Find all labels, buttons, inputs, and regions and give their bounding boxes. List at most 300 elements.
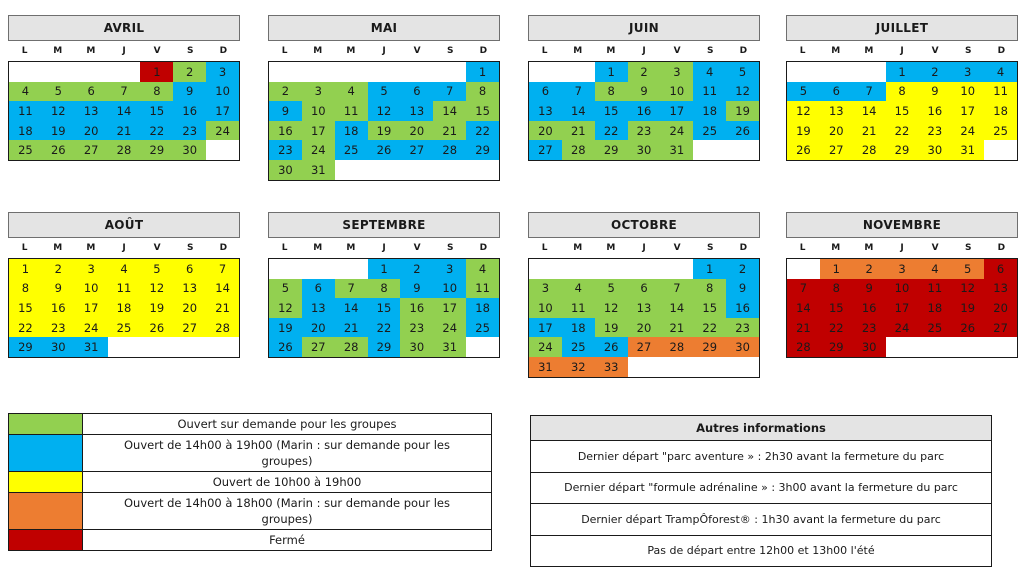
day-cell: 7: [787, 279, 820, 299]
empty-cell: [108, 62, 141, 82]
weekday-label: D: [219, 243, 228, 253]
day-cell: 22: [466, 121, 499, 141]
legend-row: [9, 530, 491, 550]
month-grid: [8, 258, 240, 358]
day-cell: 20: [302, 318, 335, 338]
day-cell: 17: [75, 298, 108, 318]
weekday-label: S: [187, 46, 194, 56]
empty-cell: [726, 357, 759, 377]
day-cell: 27: [173, 318, 206, 338]
day-cell: 2: [918, 62, 951, 82]
month-title: JUILLET: [786, 15, 1018, 41]
day-cell: 17: [529, 318, 562, 338]
day-cell: 8: [368, 279, 401, 299]
day-cell: 27: [529, 140, 562, 160]
day-cell: 19: [368, 121, 401, 141]
day-cell: 21: [433, 121, 466, 141]
weekday-label: V: [413, 243, 421, 253]
day-cell: 10: [206, 82, 239, 102]
day-cell: 1: [466, 62, 499, 82]
day-cell: 13: [820, 101, 853, 121]
day-cell: 9: [400, 279, 433, 299]
day-cell: 20: [628, 318, 661, 338]
day-cell: 27: [75, 140, 108, 160]
weekday-label: L: [799, 243, 806, 253]
legend-swatch-green: [9, 414, 83, 434]
day-cell: 23: [173, 121, 206, 141]
day-cell: 11: [918, 279, 951, 299]
empty-cell: [595, 259, 628, 279]
weekday-label: M: [86, 46, 96, 56]
legend-row: [9, 493, 491, 530]
empty-cell: [75, 62, 108, 82]
day-cell: 13: [628, 298, 661, 318]
day-cell: 4: [693, 62, 726, 82]
weekday-header: [786, 41, 1018, 61]
day-cell: 7: [562, 82, 595, 102]
day-cell: 29: [466, 140, 499, 160]
day-cell: 24: [660, 121, 693, 141]
day-cell: 22: [693, 318, 726, 338]
weekday-label: S: [965, 46, 972, 56]
day-cell: 22: [886, 121, 919, 141]
weekday-label: S: [707, 46, 714, 56]
weekday-label: J: [122, 46, 126, 56]
day-cell: 30: [853, 337, 886, 357]
day-cell: 10: [886, 279, 919, 299]
day-cell: 29: [820, 337, 853, 357]
day-cell: 13: [302, 298, 335, 318]
day-cell: 13: [400, 101, 433, 121]
day-cell: 18: [466, 298, 499, 318]
day-cell: 24: [433, 318, 466, 338]
day-cell: 31: [433, 337, 466, 357]
day-cell: 15: [886, 101, 919, 121]
day-cell: 22: [9, 318, 42, 338]
day-cell: 11: [108, 279, 141, 299]
day-cell: 1: [820, 259, 853, 279]
weekday-label: M: [573, 243, 583, 253]
day-cell: 2: [628, 62, 661, 82]
day-cell: 6: [302, 279, 335, 299]
day-cell: 6: [628, 279, 661, 299]
weekday-label: J: [900, 46, 904, 56]
legend-text: Ouvert de 14h00 à 19h00 (Marin : sur demande pour les groupes): [124, 438, 450, 468]
day-cell: 24: [302, 140, 335, 160]
day-cell: 10: [951, 82, 984, 102]
day-cell: 4: [335, 82, 368, 102]
empty-cell: [269, 62, 302, 82]
day-cell: 3: [75, 259, 108, 279]
weekday-label: V: [153, 46, 161, 56]
legend-swatch-blue: [9, 435, 83, 471]
empty-cell: [269, 259, 302, 279]
weekday-header: [528, 238, 760, 258]
day-cell: 31: [660, 140, 693, 160]
month-grid: [786, 61, 1018, 161]
day-cell: 26: [595, 337, 628, 357]
day-cell: 19: [269, 318, 302, 338]
day-cell: 12: [951, 279, 984, 299]
weekday-label: D: [479, 46, 488, 56]
day-cell: 26: [42, 140, 75, 160]
weekday-label: M: [831, 243, 841, 253]
day-cell: 4: [984, 62, 1017, 82]
day-cell: 23: [918, 121, 951, 141]
day-cell: 1: [886, 62, 919, 82]
empty-cell: [433, 62, 466, 82]
day-cell: 17: [433, 298, 466, 318]
day-cell: 11: [693, 82, 726, 102]
day-cell: 30: [400, 337, 433, 357]
empty-cell: [335, 259, 368, 279]
weekday-label: J: [382, 243, 386, 253]
weekday-label: V: [413, 46, 421, 56]
empty-cell: [787, 62, 820, 82]
empty-cell: [9, 62, 42, 82]
day-cell: 18: [108, 298, 141, 318]
weekday-label: D: [739, 243, 748, 253]
day-cell: 8: [595, 82, 628, 102]
day-cell: 19: [951, 298, 984, 318]
day-cell: 26: [269, 337, 302, 357]
info-row: Pas de départ entre 12h00 et 13h00 l'été: [647, 544, 875, 558]
day-cell: 8: [466, 82, 499, 102]
weekday-label: M: [864, 243, 874, 253]
day-cell: 14: [562, 101, 595, 121]
day-cell: 5: [787, 82, 820, 102]
day-cell: 23: [628, 121, 661, 141]
day-cell: 25: [466, 318, 499, 338]
empty-cell: [433, 160, 466, 180]
legend-swatch-yellow: [9, 472, 83, 492]
weekday-label: D: [997, 243, 1006, 253]
empty-cell: [206, 140, 239, 160]
day-cell: 3: [660, 62, 693, 82]
day-cell: 1: [368, 259, 401, 279]
day-cell: 17: [660, 101, 693, 121]
weekday-label: L: [281, 46, 288, 56]
legend-text: Ouvert de 10h00 à 19h00: [212, 475, 362, 489]
day-cell: 14: [206, 279, 239, 299]
weekday-label: S: [965, 243, 972, 253]
weekday-label: M: [864, 46, 874, 56]
day-cell: 18: [918, 298, 951, 318]
day-cell: 28: [335, 337, 368, 357]
day-cell: 31: [951, 140, 984, 160]
weekday-label: J: [382, 46, 386, 56]
info-row: Dernier départ TrampÔforest® : 1h30 avant la fermeture du parc: [531, 504, 991, 536]
day-cell: 27: [628, 337, 661, 357]
weekday-label: V: [931, 46, 939, 56]
empty-cell: [140, 337, 173, 357]
weekday-label: L: [21, 243, 28, 253]
day-cell: 14: [335, 298, 368, 318]
day-cell: 21: [335, 318, 368, 338]
day-cell: 9: [853, 279, 886, 299]
day-cell: 5: [368, 82, 401, 102]
month-title: AVRIL: [8, 15, 240, 41]
day-cell: 24: [886, 318, 919, 338]
day-cell: 10: [75, 279, 108, 299]
day-cell: 33: [595, 357, 628, 377]
day-cell: 8: [886, 82, 919, 102]
weekday-label: M: [86, 243, 96, 253]
day-cell: 29: [886, 140, 919, 160]
day-cell: 30: [918, 140, 951, 160]
day-cell: 20: [400, 121, 433, 141]
day-cell: 2: [726, 259, 759, 279]
legend-swatch-orange: [9, 493, 83, 529]
day-cell: 12: [595, 298, 628, 318]
empty-cell: [628, 357, 661, 377]
weekday-label: S: [707, 243, 714, 253]
month-grid: [268, 61, 500, 181]
day-cell: 10: [302, 101, 335, 121]
day-cell: 9: [173, 82, 206, 102]
legend-table: [8, 413, 492, 551]
day-cell: 3: [302, 82, 335, 102]
empty-cell: [918, 337, 951, 357]
day-cell: 1: [595, 62, 628, 82]
day-cell: 25: [108, 318, 141, 338]
empty-cell: [951, 337, 984, 357]
day-cell: 29: [595, 140, 628, 160]
day-cell: 2: [269, 82, 302, 102]
day-cell: 20: [529, 121, 562, 141]
day-cell: 19: [140, 298, 173, 318]
month-title: MAI: [268, 15, 500, 41]
month-mai: [268, 15, 500, 181]
day-cell: 5: [269, 279, 302, 299]
weekday-label: J: [642, 243, 646, 253]
day-cell: 16: [269, 121, 302, 141]
day-cell: 25: [984, 121, 1017, 141]
day-cell: 30: [173, 140, 206, 160]
empty-cell: [886, 337, 919, 357]
day-cell: 6: [173, 259, 206, 279]
weekday-header: [528, 41, 760, 61]
day-cell: 19: [595, 318, 628, 338]
empty-cell: [726, 140, 759, 160]
day-cell: 6: [529, 82, 562, 102]
day-cell: 10: [433, 279, 466, 299]
day-cell: 7: [433, 82, 466, 102]
weekday-label: M: [606, 46, 616, 56]
day-cell: 11: [562, 298, 595, 318]
weekday-header: [268, 238, 500, 258]
day-cell: 30: [726, 337, 759, 357]
day-cell: 21: [660, 318, 693, 338]
weekday-label: V: [931, 243, 939, 253]
weekday-label: M: [606, 243, 616, 253]
day-cell: 12: [42, 101, 75, 121]
day-cell: 20: [820, 121, 853, 141]
legend-text: Ouvert de 14h00 à 18h00 (Marin : sur demande pour les groupes): [124, 496, 450, 526]
day-cell: 8: [820, 279, 853, 299]
day-cell: 27: [302, 337, 335, 357]
empty-cell: [335, 62, 368, 82]
day-cell: 12: [787, 101, 820, 121]
day-cell: 18: [693, 101, 726, 121]
day-cell: 28: [206, 318, 239, 338]
day-cell: 26: [787, 140, 820, 160]
day-cell: 11: [335, 101, 368, 121]
day-cell: 28: [660, 337, 693, 357]
legend-row: [9, 414, 491, 435]
empty-cell: [400, 160, 433, 180]
day-cell: 21: [562, 121, 595, 141]
month-août: [8, 212, 240, 358]
day-cell: 31: [302, 160, 335, 180]
day-cell: 11: [984, 82, 1017, 102]
day-cell: 2: [173, 62, 206, 82]
month-title: NOVEMBRE: [786, 212, 1018, 238]
empty-cell: [108, 337, 141, 357]
empty-cell: [529, 259, 562, 279]
day-cell: 5: [726, 62, 759, 82]
empty-cell: [173, 337, 206, 357]
weekday-label: L: [541, 46, 548, 56]
day-cell: 18: [984, 101, 1017, 121]
day-cell: 7: [206, 259, 239, 279]
day-cell: 14: [853, 101, 886, 121]
day-cell: 23: [726, 318, 759, 338]
day-cell: 12: [368, 101, 401, 121]
day-cell: 2: [853, 259, 886, 279]
day-cell: 19: [787, 121, 820, 141]
weekday-label: S: [447, 243, 454, 253]
empty-cell: [206, 337, 239, 357]
weekday-label: M: [53, 243, 63, 253]
day-cell: 13: [173, 279, 206, 299]
day-cell: 17: [951, 101, 984, 121]
empty-cell: [628, 259, 661, 279]
weekday-label: J: [642, 46, 646, 56]
day-cell: 16: [853, 298, 886, 318]
day-cell: 9: [726, 279, 759, 299]
day-cell: 28: [562, 140, 595, 160]
day-cell: 1: [9, 259, 42, 279]
day-cell: 15: [9, 298, 42, 318]
day-cell: 25: [918, 318, 951, 338]
weekday-label: D: [997, 46, 1006, 56]
day-cell: 11: [9, 101, 42, 121]
month-grid: [528, 61, 760, 161]
day-cell: 1: [693, 259, 726, 279]
day-cell: 14: [108, 101, 141, 121]
day-cell: 6: [984, 259, 1017, 279]
day-cell: 23: [400, 318, 433, 338]
legend-text: Fermé: [269, 533, 305, 547]
day-cell: 21: [108, 121, 141, 141]
day-cell: 22: [595, 121, 628, 141]
empty-cell: [693, 140, 726, 160]
day-cell: 22: [368, 318, 401, 338]
weekday-label: J: [122, 243, 126, 253]
day-cell: 7: [108, 82, 141, 102]
info-row: Dernier départ "formule adrénaline » : 3h00 avant la fermeture du parc: [531, 473, 991, 505]
month-septembre: [268, 212, 500, 358]
day-cell: 16: [628, 101, 661, 121]
day-cell: 8: [9, 279, 42, 299]
empty-cell: [660, 259, 693, 279]
day-cell: 4: [466, 259, 499, 279]
empty-cell: [660, 357, 693, 377]
day-cell: 28: [787, 337, 820, 357]
day-cell: 22: [820, 318, 853, 338]
day-cell: 28: [433, 140, 466, 160]
day-cell: 17: [302, 121, 335, 141]
day-cell: 17: [886, 298, 919, 318]
empty-cell: [529, 62, 562, 82]
day-cell: 14: [787, 298, 820, 318]
legend-text: Ouvert sur demande pour les groupes: [177, 417, 397, 431]
empty-cell: [562, 259, 595, 279]
day-cell: 21: [206, 298, 239, 318]
day-cell: 5: [951, 259, 984, 279]
month-title: SEPTEMBRE: [268, 212, 500, 238]
empty-cell: [368, 62, 401, 82]
empty-cell: [787, 259, 820, 279]
month-title: AOÛT: [8, 212, 240, 238]
day-cell: 24: [529, 337, 562, 357]
month-grid: [786, 258, 1018, 358]
weekday-header: [268, 41, 500, 61]
day-cell: 30: [42, 337, 75, 357]
day-cell: 18: [9, 121, 42, 141]
day-cell: 24: [75, 318, 108, 338]
day-cell: 22: [140, 121, 173, 141]
day-cell: 25: [562, 337, 595, 357]
day-cell: 12: [140, 279, 173, 299]
weekday-header: [8, 238, 240, 258]
weekday-label: V: [153, 243, 161, 253]
day-cell: 15: [820, 298, 853, 318]
weekday-label: S: [187, 243, 194, 253]
day-cell: 14: [433, 101, 466, 121]
day-cell: 3: [433, 259, 466, 279]
day-cell: 26: [140, 318, 173, 338]
empty-cell: [984, 140, 1017, 160]
weekday-label: S: [447, 46, 454, 56]
empty-cell: [562, 62, 595, 82]
day-cell: 4: [918, 259, 951, 279]
day-cell: 16: [42, 298, 75, 318]
empty-cell: [984, 337, 1017, 357]
day-cell: 23: [853, 318, 886, 338]
day-cell: 8: [693, 279, 726, 299]
month-title: OCTOBRE: [528, 212, 760, 238]
day-cell: 6: [400, 82, 433, 102]
day-cell: 13: [529, 101, 562, 121]
weekday-label: L: [799, 46, 806, 56]
day-cell: 29: [140, 140, 173, 160]
day-cell: 25: [693, 121, 726, 141]
month-octobre: [528, 212, 760, 378]
day-cell: 12: [269, 298, 302, 318]
day-cell: 18: [562, 318, 595, 338]
day-cell: 4: [108, 259, 141, 279]
day-cell: 5: [42, 82, 75, 102]
weekday-label: L: [541, 243, 548, 253]
day-cell: 13: [984, 279, 1017, 299]
day-cell: 13: [75, 101, 108, 121]
day-cell: 19: [42, 121, 75, 141]
day-cell: 2: [400, 259, 433, 279]
day-cell: 11: [466, 279, 499, 299]
empty-cell: [400, 62, 433, 82]
